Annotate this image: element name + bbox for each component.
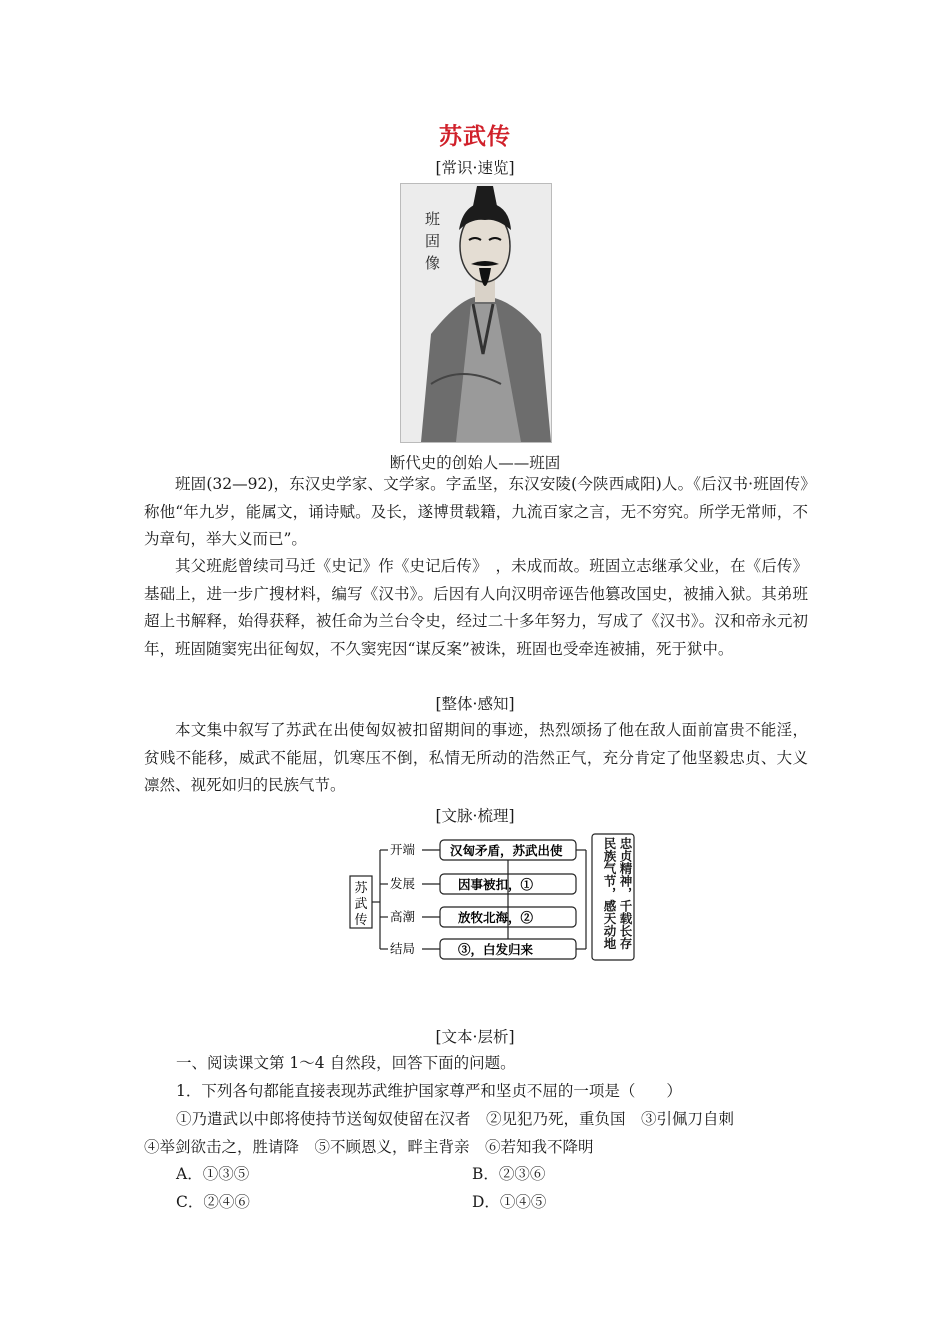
summary-column-right: 忠贞精神，千载长存 bbox=[618, 837, 633, 950]
portrait-image bbox=[400, 183, 552, 443]
statements-line-2: ④举剑欲击之，胜请降 ⑤不顾恩义，畔主背亲 ⑥若知我不降明 bbox=[144, 1138, 594, 1156]
portrait-caption: 断代史的创始人——班固 bbox=[389, 454, 561, 472]
question-1: 1．下列各句都能直接表现苏武维护国家尊严和坚贞不屈的一项是（ ） bbox=[176, 1082, 682, 1100]
ban-gu-portrait-illustration bbox=[401, 184, 551, 442]
stage-label-3: 高潮 bbox=[390, 909, 416, 924]
option-a[interactable]: A．①③⑤ bbox=[176, 1165, 250, 1183]
stage-content-2: 因事被扣，① bbox=[458, 877, 534, 892]
option-c[interactable]: C．②④⑥ bbox=[176, 1193, 250, 1211]
diagram-root-char-3: 传 bbox=[354, 913, 368, 928]
portrait-label-char: 像 bbox=[425, 254, 441, 272]
stage-content-4: ③，白发归来 bbox=[458, 942, 534, 957]
option-b[interactable]: B．②③⑥ bbox=[472, 1165, 546, 1183]
intro-paragraph-1: 班固(32—92)，东汉史学家、文学家。字孟坚，东汉安陵(今陕西咸阳)人。《后汉书·班固传》称他“年九岁，能属文，诵诗赋。及长，遂博贯载籍，九流百家之言，无不穷究。所学无常师，不为章句，举大义而已”。 bbox=[144, 475, 808, 548]
section-heading-structure: [文脉·梳理] bbox=[435, 807, 515, 825]
portrait-label-char: 班 bbox=[425, 210, 441, 228]
section-heading-overview: [常识·速览] bbox=[435, 159, 515, 177]
stage-label-2: 发展 bbox=[390, 876, 416, 891]
statements-line-1: ①乃遣武以中郎将使持节送匈奴使留在汉者 ②见犯乃死，重负国 ③引佩刀自刺 bbox=[176, 1110, 735, 1128]
diagram-root-char-1: 苏 bbox=[354, 881, 368, 896]
summary-column-left: 民族气节，感天动地 bbox=[602, 837, 617, 950]
diagram-summary bbox=[597, 837, 633, 959]
stage-content-1: 汉匈矛盾，苏武出使 bbox=[450, 843, 563, 858]
perception-paragraph: 本文集中叙写了苏武在出使匈奴被扣留期间的事迹，热烈颂扬了他在敌人面前富贵不能淫，贫贱不能移，威武不能屈，饥寒压不倒，私情无所动的浩然正气，充分肯定了他坚毅忠贞、大义凛然、视死如归的民族气节。 bbox=[144, 721, 808, 794]
structure-diagram bbox=[348, 832, 638, 962]
stage-label-4: 结局 bbox=[390, 941, 416, 956]
document-title: 苏武传 bbox=[439, 123, 511, 150]
section-heading-perception: [整体·感知] bbox=[435, 695, 515, 713]
stage-content-3: 放牧北海，② bbox=[458, 910, 534, 925]
analysis-instruction: 一、阅读课文第 1～4 自然段，回答下面的问题。 bbox=[176, 1054, 516, 1072]
option-d[interactable]: D．①④⑤ bbox=[472, 1193, 547, 1211]
intro-paragraph-2: 其父班彪曾续司马迁《史记》作《史记后传》 ，未成而故。班固立志继承父业，在《后传》基础上，进一步广搜材料，编写《汉书》。后因有人向汉明帝诬告他篡改国史，被捕入狱。其弟班超上书解释，始得获释，被任命为兰台令史，经过二十多年努力，写成了《汉书》。汉和帝永元初年，班固随窦宪出征匈奴，不久窦宪因“谋反案”被诛，班固也受牵连被捕，死于狱中。 bbox=[144, 557, 808, 658]
portrait-label-char: 固 bbox=[425, 232, 441, 250]
stage-label-1: 开端 bbox=[390, 842, 416, 857]
section-heading-analysis: [文本·层析] bbox=[435, 1028, 515, 1046]
diagram-root-char-2: 武 bbox=[354, 897, 368, 912]
